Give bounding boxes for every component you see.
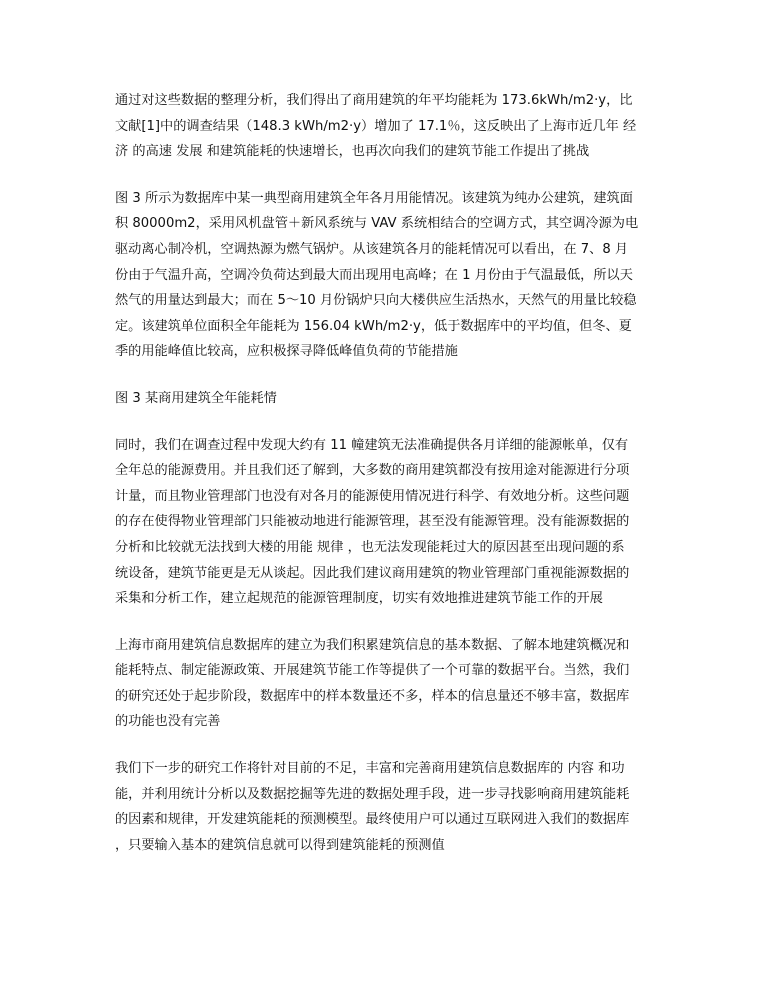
paragraph-gap [115,165,660,186]
paragraph-gap [115,365,660,386]
text-line: 的功能也没有完善 [115,714,221,730]
text-line: 积 80000m2，采用风机盘管＋新风系统与 VAV 系统相结合的空调方式，其空调冷源为电 [115,216,639,232]
text-line: 季的用能峰值比较高，应积极探寻降低峰值负荷的节能措施 [115,344,458,360]
text-line: 能，并利用统计分析以及数据挖掘等先进的数据处理手段，进一步寻找影响商用建筑能耗 [115,786,630,802]
text-line: 分析和比较就无法找到大楼的用能 规律 ，也无法发现能耗过大的原因甚至出现问题的系 [115,539,625,555]
text-line: 统设备，建筑节能更是无从谈起。因此我们建议商用建筑的物业管理部门重视能源数据的 [115,565,630,581]
paragraph-future-work [115,756,660,858]
text-line: 图 3 所示为数据库中某一典型商用建筑全年各月用能情况。该建筑为纯办公建筑，建筑面 [115,190,633,206]
text-line: 我们下一步的研究工作将针对目前的不足，丰富和完善商用建筑信息数据库的 内容 和功 [115,761,625,777]
paragraph-energy-management [115,433,660,612]
text-line: 定。该建筑单位面积全年能耗为 156.04 kWh/m2·y，低于数据库中的平均值，但冬、夏 [115,318,632,334]
paragraph-energy-average [115,88,660,165]
text-line: 通过对这些数据的整理分析，我们得出了商用建筑的年平均能耗为 173.6kWh/m2·y，比 [115,93,633,108]
paragraph-gap [115,612,660,633]
paragraph-figure3-description [115,186,660,365]
paragraph-gap [115,412,660,433]
text-line: 份由于气温升高，空调冷负荷达到最大而出现用电高峰；在 1 月份由于气温最低，所以天 [115,267,633,283]
text-line: 文献[1]中的调查结果（148.3 kWh/m2·y）增加了 17.1％，这反映出了上海市近几年 经 [115,118,637,134]
paragraph-database-platform [115,633,660,735]
text-line: 同时，我们在调查过程中发现大约有 11 幢建筑无法准确提供各月详细的能源帐单，仅有 [115,437,629,453]
text-line: ，只要输入基本的建筑信息就可以得到建筑能耗的预测值 [115,837,445,853]
text-line: 驱动离心制冷机，空调热源为燃气锅炉。从该建筑各月的能耗情况可以看出，在 7、8 月 [115,241,629,257]
text-line: 计量，而且物业管理部门也没有对各月的能源使用情况进行科学、有效地分析。这些问题 [115,488,630,504]
text-line: 的存在使得物业管理部门只能被动地进行能源管理，甚至没有能源管理。没有能源数据的 [115,514,630,530]
document-page [115,88,660,858]
text-line: 的因素和规律，开发建筑能耗的预测模型。最终使用户可以通过互联网进入我们的数据库 [115,812,630,828]
text-line: 然气的用量达到最大；而在 5～10 月份锅炉只向大楼供应生活热水，天然气的用量比较稳 [115,293,637,309]
text-line: 能耗特点、制定能源政策、开展建筑节能工作等提供了一个可靠的数据平台。当然，我们 [115,663,630,679]
text-line: 济 的高速 发展 和建筑能耗的快速增长，也再次向我们的建筑节能工作提出了挑战 [115,144,590,160]
text-line: 上海市商用建筑信息数据库的建立为我们积累建筑信息的基本数据、了解本地建筑概况和 [115,637,630,653]
figure-caption [115,386,660,412]
text-line: 采集和分析工作，建立起规范的能源管理制度，切实有效地推进建筑节能工作的开展 [115,591,603,607]
text-line: 的研究还处于起步阶段，数据库中的样本数量还不多，样本的信息量还不够丰富，数据库 [115,688,630,704]
text-line: 图 3 某商用建筑全年能耗情 [115,390,277,406]
text-line: 全年总的能源费用。并且我们还了解到，大多数的商用建筑都没有按用途对能源进行分项 [115,463,630,479]
paragraph-gap [115,735,660,756]
